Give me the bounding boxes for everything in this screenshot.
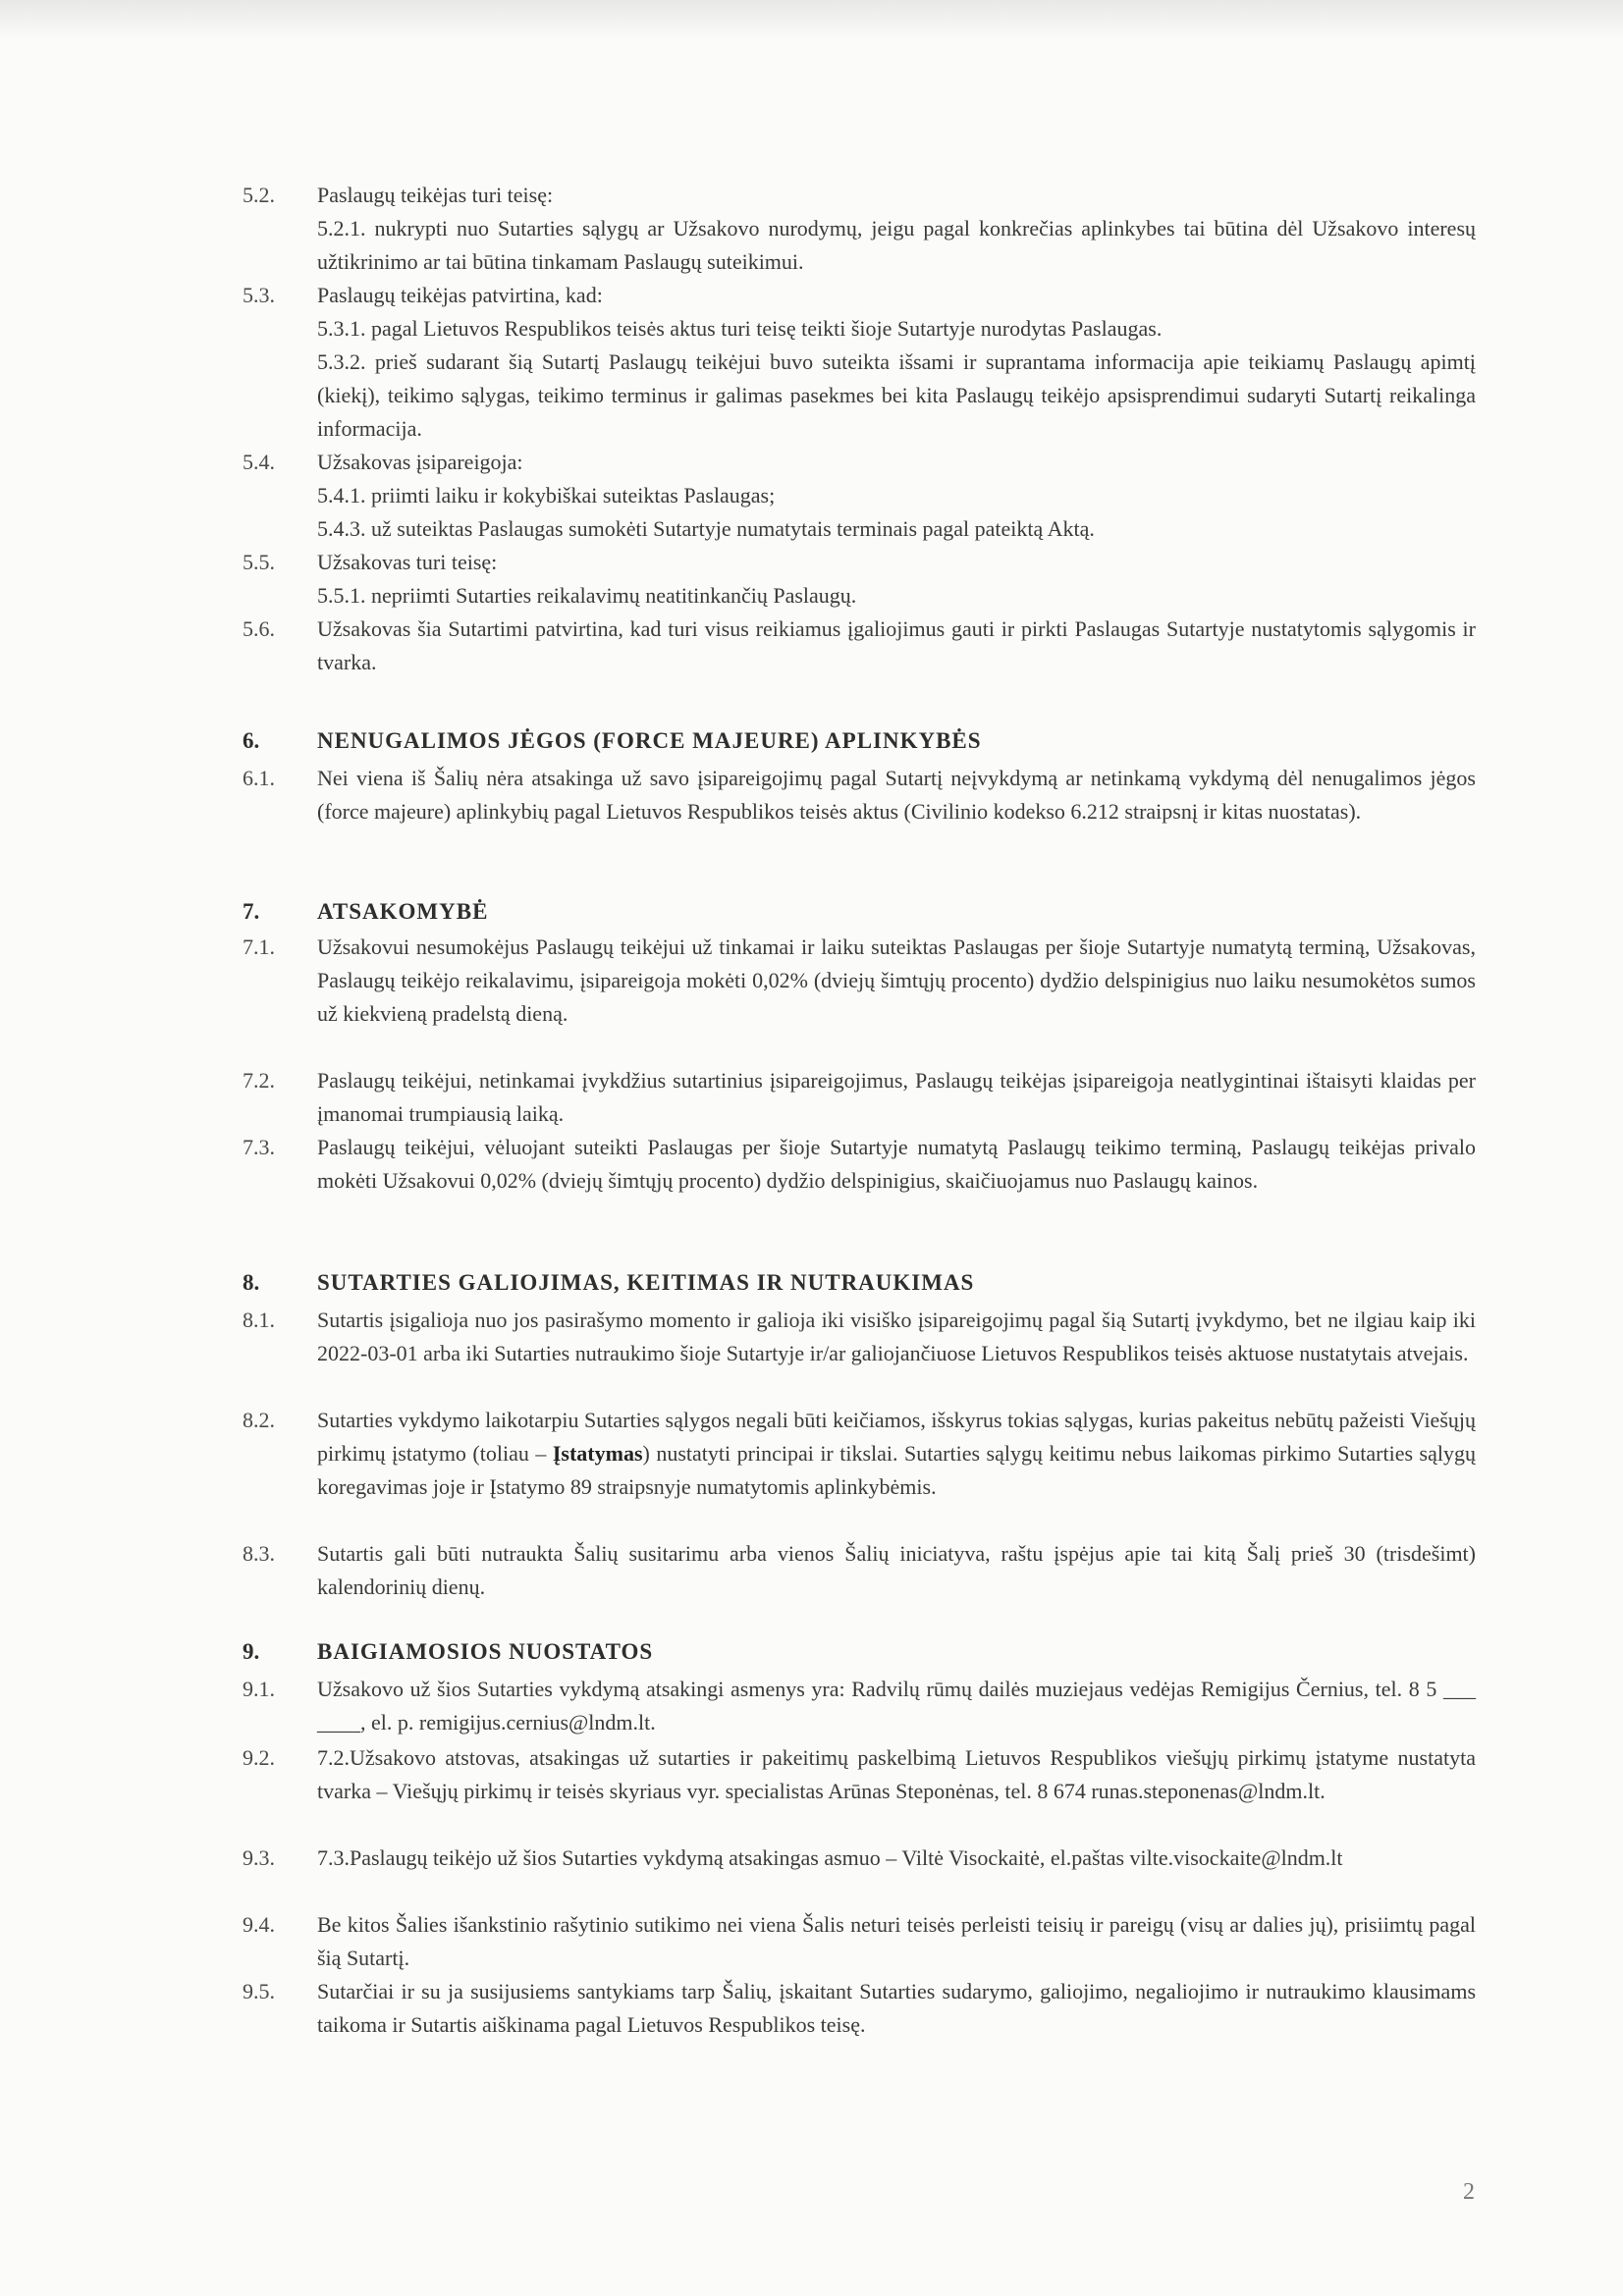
clause-number: 5.2. [243, 183, 275, 207]
clause-text: Be kitos Šalies išankstinio rašytinio sutikimo nei viena Šalis neturi teisės perleisti teisių ir pareigų (visų ar dalies jų), prisiimtų pagal šią Sutartį. [317, 1912, 1476, 1970]
section-number: 8. [243, 1270, 260, 1295]
clause-number: 5.5. [243, 550, 275, 574]
clause-number: 8.2. [243, 1408, 275, 1432]
section-heading: SUTARTIES GALIOJIMAS, KEITIMAS IR NUTRAUKIMAS [317, 1270, 975, 1295]
clause-text: 7.2.Užsakovo atstovas, atsakingas už sutarties ir pakeitimų paskelbimą Lietuvos Respublikos viešųjų pirkimų įstatyme nustatyta tvarka – Viešųjų pirkimų ir teisės skyriaus vyr. specialistas Arūnas Steponėnas, tel. 8 674 runas.steponenas@lndm.lt. [317, 1745, 1476, 1803]
clause-number: 7.1. [243, 934, 275, 959]
clause-text: Paslaugų teikėjas patvirtina, kad: [317, 283, 603, 307]
clause-text [317, 1404, 1476, 1504]
clause-number: 7.3. [243, 1135, 275, 1159]
scan-edge-shadow [0, 0, 1623, 39]
clause-text: Užsakovo už šios Sutarties vykdymą atsakingi asmenys yra: Radvilų rūmų dailės muziejaus vedėjas Remigijus Černius, tel. 8 5 ___ ____, el. p. remigijus.cernius@lndm.lt. [317, 1677, 1476, 1735]
clause-number: 5.3. [243, 283, 275, 307]
clause-text: Užsakovas įsipareigoja: [317, 450, 523, 474]
section-number: 7. [243, 899, 260, 924]
clause-number: 5.4. [243, 450, 275, 474]
clause-number: 7.2. [243, 1068, 275, 1093]
subclause-text: 5.3.2. prieš sudarant šią Sutartį Paslaugų teikėjui buvo suteikta išsami ir suprantama informacija apie teikiamų Paslaugų apimtį (kiekį), teikimo sąlygas, teikimo terminus ir galimas pasekmes bei kita Paslaugų teikėjo apsisprendimui sudaryti Sutartį reikalinga informacija. [317, 349, 1476, 441]
defined-term: Įstatymas [552, 1441, 643, 1466]
clause-number: 9.4. [243, 1912, 275, 1937]
clause-text: Užsakovui nesumokėjus Paslaugų teikėjui už tinkamai ir laiku suteiktas Paslaugas per šioje Sutartyje numatytą terminą, Užsakovas, Paslaugų teikėjo reikalavimu, įsipareigoja mokėti 0,02% (dviejų šimtųjų procento) dydžio delspinigius nuo laiku nesumokėtos sumos už kiekvieną pradelstą dieną. [317, 934, 1476, 1026]
subclause-text: 5.4.3. už suteiktas Paslaugas sumokėti Sutartyje numatytais terminais pagal pateiktą Aktą. [317, 516, 1095, 541]
clause-number: 5.6. [243, 616, 275, 641]
clause-number: 9.2. [243, 1745, 275, 1770]
clause-number: 9.5. [243, 1979, 275, 2003]
clause-text: Užsakovas turi teisę: [317, 550, 498, 574]
clause-text: Paslaugų teikėjui, netinkamai įvykdžius sutartinius įsipareigojimus, Paslaugų teikėjas įsipareigoja neatlygintinai ištaisyti klaidas per įmanomai trumpiausią laiką. [317, 1068, 1476, 1126]
clause-number: 9.3. [243, 1845, 275, 1870]
clause-text: Nei viena iš Šalių nėra atsakinga už savo įsipareigojimų pagal Sutartį neįvykdymą ar netinkamą vykdymą dėl nenugalimos jėgos (force majeure) aplinkybių pagal Lietuvos Respublikos teisės aktus (Civilinio kodekso 6.212 straipsnį ir kitas nuostatas). [317, 766, 1476, 824]
page-number: 2 [1463, 2179, 1475, 2205]
clause-text: Sutartis gali būti nutraukta Šalių susitarimu arba vienos Šalių iniciatyva, raštu įspėjus apie tai kitą Šalį prieš 30 (trisdešimt) kalendorinių dienų. [317, 1541, 1476, 1599]
section-number: 9. [243, 1639, 260, 1664]
section-heading: NENUGALIMOS JĖGOS (FORCE MAJEURE) APLINKYBĖS [317, 728, 982, 753]
section-number: 6. [243, 728, 260, 753]
clause-number: 8.3. [243, 1541, 275, 1566]
clause-text-part: Sutarties vykdymo laikotarpiu Sutarties sąlygos negali būti keičiamos, išskyrus tokias sąlygas, kurias pakeitus nebūtų pažeisti Viešųjų pirkimų įstatymo (toliau – [317, 1408, 1476, 1466]
subclause-text: 5.3.1. pagal Lietuvos Respublikos teisės aktus turi teisę teikti šioje Sutartyje nurodytas Paslaugas. [317, 316, 1163, 341]
clause-text-part: ) nustatyti principai ir tikslai. Sutarties sąlygų keitimu nebus laikomas pirkimo Sutarties sąlygų koregavimas joje ir Įstatymo 89 straipsnyje numatytomis aplinkybėmis. [317, 1441, 1476, 1499]
clause-text: 7.3.Paslaugų teikėjo už šios Sutarties vykdymą atsakingas asmuo – Viltė Visockaitė, el.paštas vilte.visockaite@lndm.lt [317, 1845, 1343, 1870]
clause-text: Sutartis įsigalioja nuo jos pasirašymo momento ir galioja iki visiško įsipareigojimų pagal šią Sutartį įvykdymo, bet ne ilgiau kaip iki 2022-03-01 arba iki Sutarties nutraukimo šioje Sutartyje ir/ar galiojančiuose Lietuvos Respublikos teisės aktuose nustatytais atvejais. [317, 1308, 1476, 1365]
subclause-text: 5.2.1. nukrypti nuo Sutarties sąlygų ar Užsakovo nurodymų, jeigu pagal konkrečias aplinkybes tai būtina dėl Užsakovo interesų užtikrinimo ar tai būtina tinkamam Paslaugų suteikimui. [317, 216, 1476, 274]
section-heading: BAIGIAMOSIOS NUOSTATOS [317, 1639, 654, 1664]
clause-number: 6.1. [243, 766, 275, 790]
subclause-text: 5.5.1. nepriimti Sutarties reikalavimų neatitinkančių Paslaugų. [317, 583, 857, 608]
subclause-text: 5.4.1. priimti laiku ir kokybiškai suteiktas Paslaugas; [317, 483, 776, 507]
clause-number: 8.1. [243, 1308, 275, 1332]
clause-text: Sutarčiai ir su ja susijusiems santykiams tarp Šalių, įskaitant Sutarties sudarymo, galiojimo, negaliojimo ir nutraukimo klausimams taikoma ir Sutartis aiškinama pagal Lietuvos Respublikos teisę. [317, 1979, 1476, 2037]
clause-text: Paslaugų teikėjui, vėluojant suteikti Paslaugas per šioje Sutartyje numatytą Paslaugų teikimo terminą, Paslaugų teikėjas privalo mokėti Užsakovui 0,02% (dviejų šimtųjų procento) dydžio delspinigius, skaičiuojamus nuo Paslaugų kainos. [317, 1135, 1476, 1193]
clause-text: Paslaugų teikėjas turi teisę: [317, 183, 554, 207]
clause-text: Užsakovas šia Sutartimi patvirtina, kad turi visus reikiamus įgaliojimus gauti ir pirkti Paslaugas Sutartyje nustatytomis sąlygomis ir tvarka. [317, 616, 1476, 674]
clause-number: 9.1. [243, 1677, 275, 1701]
section-heading: ATSAKOMYBĖ [317, 899, 489, 924]
